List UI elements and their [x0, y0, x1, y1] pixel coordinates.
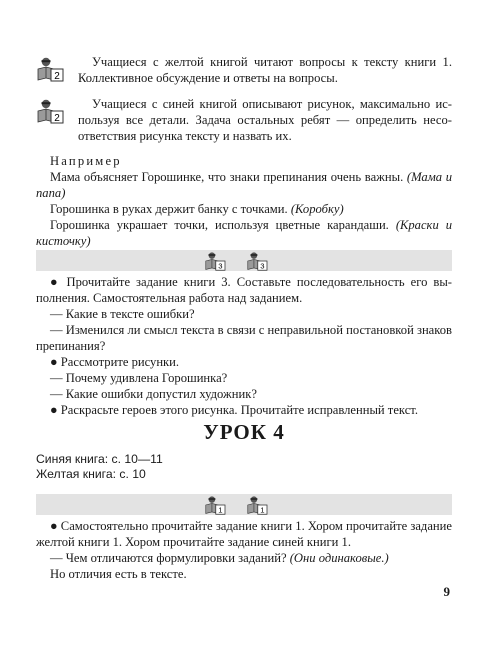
book-number: 2: [54, 71, 60, 82]
example-line: Горошинка в руках держит банку с точками. (Коробку): [50, 202, 344, 216]
task-line: — Чем отличаются формулировки заданий? (Они одинаковые.): [50, 551, 389, 565]
task-line: Но отличия есть в тексте.: [50, 567, 187, 581]
reader-book-1-right-icon: [246, 495, 266, 515]
instruction-yellow-book: [36, 54, 452, 86]
reader-book-3-right-icon: [246, 251, 266, 271]
reader-book-1-left-icon: [204, 495, 224, 515]
svg-text:3: 3: [218, 261, 223, 271]
example-line: Горошинка украшает точки, используя цветные карандаши. (Краски и кисточку): [36, 218, 452, 248]
blue-book-pages: Синяя книга: с. 10—11: [36, 452, 163, 466]
lesson-title: УРОК 4: [203, 420, 285, 444]
task-line: — Какие ошибки допустил художник?: [50, 387, 257, 401]
svg-text:1: 1: [260, 505, 265, 515]
svg-text:1: 1: [218, 505, 223, 515]
task-line: ● Раскрасьте героев этого рисунка. Прочитайте исправленный текст.: [50, 403, 419, 417]
task-line: — Какие в тексте ошибки?: [50, 307, 195, 321]
instruction-blue-book: [36, 96, 452, 144]
example-block: [36, 153, 452, 265]
reader-blue-book-2-icon: [36, 98, 64, 124]
section-band-book-1: [36, 494, 452, 515]
svg-text:3: 3: [260, 261, 265, 271]
example-line: Мама объясняет Горошинке, что знаки препинания очень важны. (Мама и папа): [36, 170, 452, 200]
yellow-book-pages: Желтая книга: с. 10: [36, 467, 146, 481]
book-references: [36, 452, 452, 482]
instruction-text: Учащиеся с желтой книгой читают вопросы к тексту книги 1. Коллективное обсуждение и ответы на вопросы.: [78, 55, 452, 85]
tasks-book-3: [36, 274, 452, 418]
task-line: ● Самостоятельно прочитайте задание книги 1. Хором прочитайте задание желтой книги 1. Хором прочитайте задание синей книги 1.: [36, 519, 452, 549]
instruction-text: Учащиеся с синей книгой описывают рисунок, максимально используя все детали. Задача остальных ребят — определить несоответствия рисунка тексту и назвать их.: [78, 97, 452, 143]
example-heading: Например: [50, 154, 122, 168]
task-line: ● Рассмотрите рисунки.: [50, 355, 180, 369]
task-line: — Изменился ли смысл текста в связи с неправильной постановкой знаков препинания?: [36, 323, 452, 353]
reader-yellow-book-2-icon: [36, 56, 64, 82]
book-number: 2: [54, 113, 60, 124]
page-number: 9: [443, 584, 450, 599]
tasks-book-1: [36, 518, 452, 582]
section-band-book-3: [36, 250, 452, 271]
reader-book-3-left-icon: [204, 251, 224, 271]
task-line: ● Прочитайте задание книги 3. Составьте последовательность его выполнения. Самостоятельная работа над заданием.: [36, 275, 452, 305]
task-line: — Почему удивлена Горошинка?: [50, 371, 228, 385]
